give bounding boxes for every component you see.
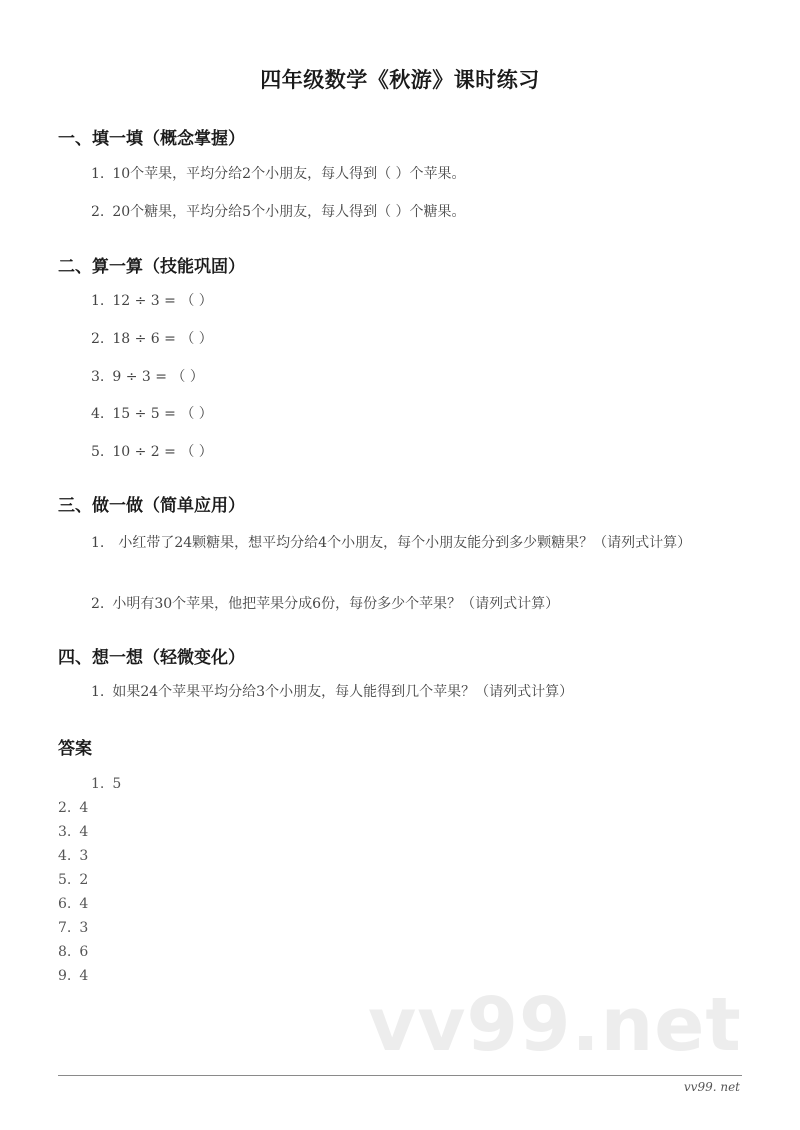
question-text: 小红带了24颗糖果，想平均分给4个小朋友，每个小朋友能分到多少颗糖果？（请列式计算） — [118, 535, 692, 551]
section-heading-think: 四、想一想（轻微变化） — [58, 648, 245, 668]
answer-value: 6 — [79, 944, 89, 960]
question-number: 3. — [91, 369, 105, 385]
question-number: 1. — [91, 684, 105, 700]
answer-value: 2 — [79, 872, 89, 888]
answer-number: 7. — [58, 920, 72, 936]
page-title: 四年级数学《秋游》课时练习 — [260, 68, 540, 92]
footer-site-label: vv99. net — [683, 1080, 740, 1094]
question-number: 5. — [91, 444, 105, 460]
question-text: 18 ÷ 6 = （ ） — [112, 331, 213, 347]
answer-item — [58, 822, 88, 842]
question-text: 如果24个苹果平均分给3个小朋友，每人能得到几个苹果？（请列式计算） — [112, 684, 574, 700]
question-item — [91, 329, 213, 349]
answer-value: 4 — [79, 968, 89, 984]
question-number: 1. — [91, 535, 105, 551]
answer-value: 4 — [79, 824, 89, 840]
answer-item — [58, 894, 88, 914]
question-item — [91, 594, 559, 614]
answer-value: 3 — [79, 848, 89, 864]
question-item — [58, 528, 758, 558]
answer-item — [58, 798, 88, 818]
answer-value: 3 — [79, 920, 89, 936]
question-number: 2. — [91, 596, 105, 612]
answer-number: 5. — [58, 872, 72, 888]
answer-number: 9. — [58, 968, 72, 984]
question-item — [91, 682, 573, 702]
answer-number: 3. — [58, 824, 72, 840]
answer-item — [58, 846, 88, 866]
answer-item — [58, 870, 88, 890]
answer-value: 4 — [79, 800, 89, 816]
answer-number: 6. — [58, 896, 72, 912]
answer-item — [91, 774, 121, 794]
answer-value: 5 — [112, 776, 122, 792]
question-text: 20个糖果，平均分给5个小朋友，每人得到（ ）个糖果。 — [112, 204, 466, 220]
question-number: 1. — [91, 293, 105, 309]
question-text: 10个苹果，平均分给2个小朋友，每人得到（ ）个苹果。 — [112, 166, 466, 182]
answer-number: 2. — [58, 800, 72, 816]
section-heading-fill-in: 一、填一填（概念掌握） — [58, 129, 245, 149]
answer-item — [58, 942, 88, 962]
question-text: 15 ÷ 5 = （ ） — [112, 406, 213, 422]
footer-divider — [58, 1075, 742, 1076]
question-text: 10 ÷ 2 = （ ） — [112, 444, 213, 460]
question-text: 12 ÷ 3 = （ ） — [112, 293, 213, 309]
section-heading-calculate: 二、算一算（技能巩固） — [58, 257, 245, 277]
question-item — [91, 442, 213, 462]
answer-value: 4 — [79, 896, 89, 912]
answers-heading: 答案 — [58, 739, 92, 759]
question-number: 1. — [91, 166, 105, 182]
watermark: vv99.net — [368, 982, 742, 1068]
question-item — [91, 404, 213, 424]
question-item — [91, 291, 213, 311]
section-heading-apply: 三、做一做（简单应用） — [58, 496, 245, 516]
question-item — [91, 164, 466, 184]
question-number: 2. — [91, 204, 105, 220]
question-number: 2. — [91, 331, 105, 347]
answer-item — [58, 966, 88, 986]
question-number: 4. — [91, 406, 105, 422]
answer-item — [58, 918, 88, 938]
answer-number: 4. — [58, 848, 72, 864]
question-text: 小明有30个苹果，他把苹果分成6份，每份多少个苹果？（请列式计算） — [112, 596, 560, 612]
answer-number: 1. — [91, 776, 105, 792]
question-text: 9 ÷ 3 = （ ） — [112, 369, 204, 385]
question-item — [91, 202, 466, 222]
question-item — [91, 367, 204, 387]
answer-number: 8. — [58, 944, 72, 960]
